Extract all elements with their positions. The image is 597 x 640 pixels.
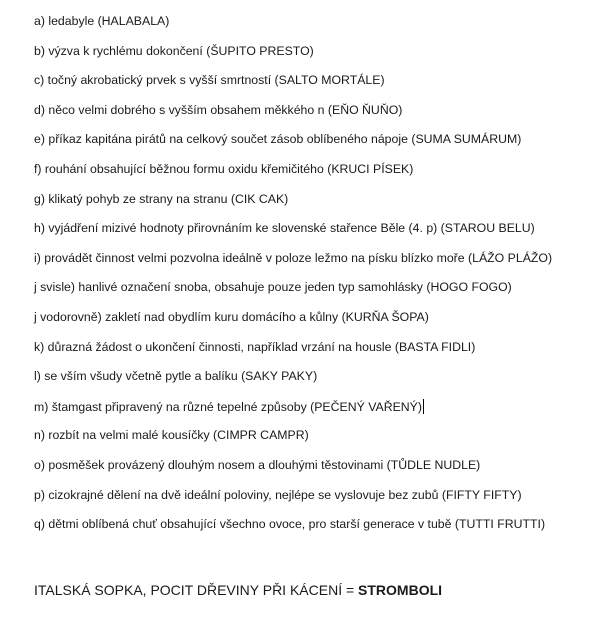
clue-text: j svisle) hanlivé označení snoba, obsahuje pouze jeden typ samohlásky (HOGO FOGO): [34, 280, 512, 294]
clue-text: n) rozbít na velmi malé kousíčky (CIMPR CAMPR): [34, 428, 309, 442]
clue-item: [34, 44, 314, 59]
clue-item: [34, 103, 402, 118]
clue-item: [34, 73, 385, 88]
text-cursor: [423, 399, 424, 414]
clue-text: a) ledabyle (HALABALA): [34, 14, 170, 28]
clue-item: [34, 369, 317, 384]
clue-item: [34, 251, 552, 266]
clue-text: h) vyjádření mizivé hodnoty přirovnáním ke slovenské stařence Běle (4. p) (STAROU BELU): [34, 221, 535, 235]
clue-item: [34, 132, 521, 147]
clue-item: [34, 399, 424, 414]
clue-text: e) příkaz kapitána pirátů na celkový součet zásob oblíbeného nápoje (SUMA SUMÁRUM): [34, 132, 522, 146]
clue-item: [34, 428, 309, 443]
clue-item: [34, 192, 288, 207]
clue-text: j vodorovně) zakletí nad obydlím kuru domácího a kůlny (KURŇA ŠOPA): [34, 310, 429, 324]
clue-text: o) posměšek provázený dlouhým nosem a dlouhými těstovinami (TŮDLE NUDLE): [34, 458, 481, 472]
clue-item: [34, 310, 429, 325]
clue-text: f) rouhání obsahující běžnou formu oxidu křemičitého (KRUCI PÍSEK): [34, 162, 414, 176]
clue-item: [34, 517, 545, 532]
clue-text: p) cizokrajné dělení na dvě ideální poloviny, nejlépe se vyslovuje bez zubů (FIFTY FIFTY): [34, 488, 522, 502]
clue-text: d) něco velmi dobrého s vyšším obsahem měkkého n (EŇO ŇUŇO): [34, 103, 403, 117]
clue-item: [34, 340, 475, 355]
clue-text: k) důrazná žádost o ukončení činnosti, například vrzání na housle (BASTA FIDLI): [34, 340, 476, 354]
clue-item: [34, 162, 413, 177]
clue-text: q) dětmi oblíbená chuť obsahující všechno ovoce, pro starší generace v tubě (TUTTI FRUTTI): [34, 517, 546, 531]
clue-item: [34, 488, 522, 503]
clue-text: m) štamgast připravený na různé tepelné způsoby (PEČENÝ VAŘENÝ): [34, 400, 422, 414]
clue-item: [34, 458, 480, 473]
clue-item: [34, 280, 512, 295]
clue-text: g) klikatý pohyb ze strany na stranu (CIK CAK): [34, 192, 289, 206]
clue-item: [34, 221, 535, 236]
clue-text: c) točný akrobatický prvek s vyšší smrtností (SALTO MORTÁLE): [34, 73, 385, 87]
final-question: ITALSKÁ SOPKA, POCIT DŘEVINY PŘI KÁCENÍ =: [34, 582, 359, 598]
clue-text: i) provádět činnost velmi pozvolna ideálně v poloze ležmo na písku blízko moře (LÁŽO PLÁŽO): [34, 251, 553, 265]
final-answer: STROMBOLI: [358, 582, 443, 598]
clue-text: l) se vším všudy včetně pytle a balíku (SAKY PAKY): [34, 369, 318, 383]
final-answer-line: [34, 582, 442, 599]
clue-item: [34, 14, 169, 29]
clue-text: b) výzva k rychlému dokončení (ŠUPITO PRESTO): [34, 44, 314, 58]
